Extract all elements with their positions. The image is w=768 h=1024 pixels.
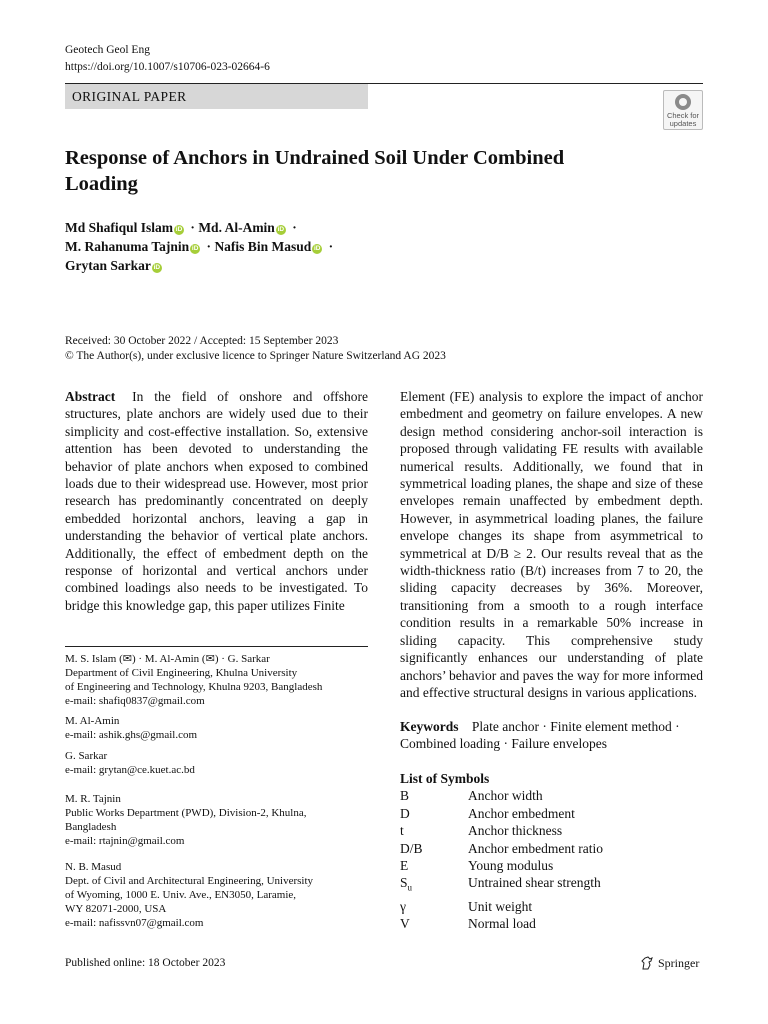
orcid-icon[interactable]: iD [153,264,161,271]
affiliation-block: M. R. Tajnin Public Works Department (PWD), Division-2, Khulna, Bangladesh e-mail: rtajnin@gmail.com [65,792,368,848]
doi-link[interactable]: https://doi.org/10.1007/s10706-023-02664-6 [65,61,270,73]
affiliation-block: M. S. Islam (✉) · M. Al-Amin (✉) · G. Sarkar Department of Civil Engineering, Khulna University of Engineering and Technology, Khulna 9203, Bangladesh e-mail: shafiq0837@gmail.com [65,652,368,708]
abstract-left [65,388,368,614]
copyright-line: © The Author(s), under exclusive licence to Springer Nature Switzerland AG 2023 [65,350,446,362]
symbols-heading: List of Symbols [400,771,490,786]
publisher-name: Springer [658,956,700,970]
crossmark-icon [675,94,691,110]
article-type-banner: ORIGINAL PAPER [65,84,368,109]
paper-title: Response of Anchors in Undrained Soil Under Combined Loading [65,147,565,195]
symbols-list [400,770,703,932]
check-for-updates-button[interactable] [663,90,703,130]
email-link[interactable]: e-mail: shafiq0837@gmail.com [65,695,205,707]
orcid-icon[interactable]: iD [191,245,199,252]
symbol-row: D/B Anchor embedment ratio [400,840,603,856]
symbol-row: B Anchor width [400,788,543,804]
author-name[interactable]: Md Shafiqul Islam [65,220,174,235]
keywords-text: Plate anchor · Finite element method · Combined loading · Failure envelopes [400,719,680,752]
orcid-icon[interactable]: iD [175,226,183,233]
orcid-icon[interactable]: iD [277,226,285,233]
affiliation-block: G. Sarkar e-mail: grytan@ce.kuet.ac.bd [65,749,368,777]
affiliation-block: M. Al-Amin e-mail: ashik.ghs@gmail.com [65,714,368,742]
abstract-right: Element (FE) analysis to explore the impact of anchor embedment and geometry on failure envelopes. A new design method considering anchor-soil interaction is proposed through validating FE results with available numerical results. Additionally, we found that in symmetrical loading planes, the shape and size of these envelopes remain unaffected by embedment depth. However, in asymmetrical loading planes, the failure envelope changes its shape from asymmetrical to symmetrical at D/B ≥ 2. Our results reveal that as the width-thickness ratio (B/t) increases from 7 to 20, the sliding capacity decreases by 36%. Moreover, transitioning from a smooth to a rough interface condition results in a remarkable 50% increase in sliding capacity. This comprehensive study significantly enhances our understanding of plate anchors’ behavior and paves the way for more informed and effective structural designs in various applications. [400,389,703,700]
author-name[interactable]: Nafis Bin Masud [214,239,312,254]
email-link[interactable]: e-mail: rtajnin@gmail.com [65,835,185,847]
crossmark-label: Check for updates [666,111,700,128]
symbol-row: D Anchor embedment [400,805,575,821]
symbol-row: V Normal load [400,915,536,931]
email-link[interactable]: e-mail: grytan@ce.kuet.ac.bd [65,764,195,776]
keywords-heading: Keywords [400,719,459,734]
symbol-row: E Young modulus [400,858,554,874]
author-name[interactable]: Grytan Sarkar [65,258,151,273]
journal-header [65,42,270,76]
published-online: Published online: 18 October 2023 [65,957,226,969]
orcid-icon[interactable]: iD [313,245,321,252]
author-list: Md Shafiqul Islam iD · Md. Al-Amin iD · M. Rahanuma Tajnin iD · Nafis Bin Masud iD · Grytan Sarkar iD [65,220,334,273]
received-accepted: Received: 30 October 2022 / Accepted: 15 September 2023 [65,335,339,347]
journal-name: Geotech Geol Eng [65,44,150,56]
symbol-row: γ Unit weight [400,898,533,914]
author-name[interactable]: M. Rahanuma Tajnin [65,239,190,254]
affiliation-rule [65,646,368,647]
abstract-text-left: In the field of onshore and offshore structures, plate anchors are widely used due to their simplicity and cost-effective installation. So, extensive attention has been devoted to understanding the behavior of plate anchors when exposed to combined loads due to their widespread use. However, most prior research has predominantly concentrated on deeply embedded horizontal anchors, leaving a gap in understanding the behavior of vertical plate anchors. Additionally, the effect of embedment depth on the response of horizontal and vertical anchors under combined loadings also needs to be investigated. To bridge this knowledge gap, this paper utilizes Finite [65,389,369,613]
affiliation-block: N. B. Masud Dept. of Civil and Architectural Engineering, University of Wyoming, 1000 E. Univ. Ave., EN3050, Laramie, WY 82071-2000, USA e-mail: nafissvn07@gmail.com [65,860,368,930]
abstract-heading: Abstract [65,389,116,404]
author-name[interactable]: Md. Al-Amin [198,220,275,235]
symbol-row: $S_u$ Untrained shear strength [400,875,601,894]
springer-horse-icon [640,956,654,970]
keywords [400,718,703,753]
symbol-row: t Anchor thickness [400,823,563,839]
publisher-logo [640,955,699,971]
email-link[interactable]: e-mail: nafissvn07@gmail.com [65,917,204,929]
article-dates [65,334,446,364]
email-link[interactable]: e-mail: ashik.ghs@gmail.com [65,729,198,741]
